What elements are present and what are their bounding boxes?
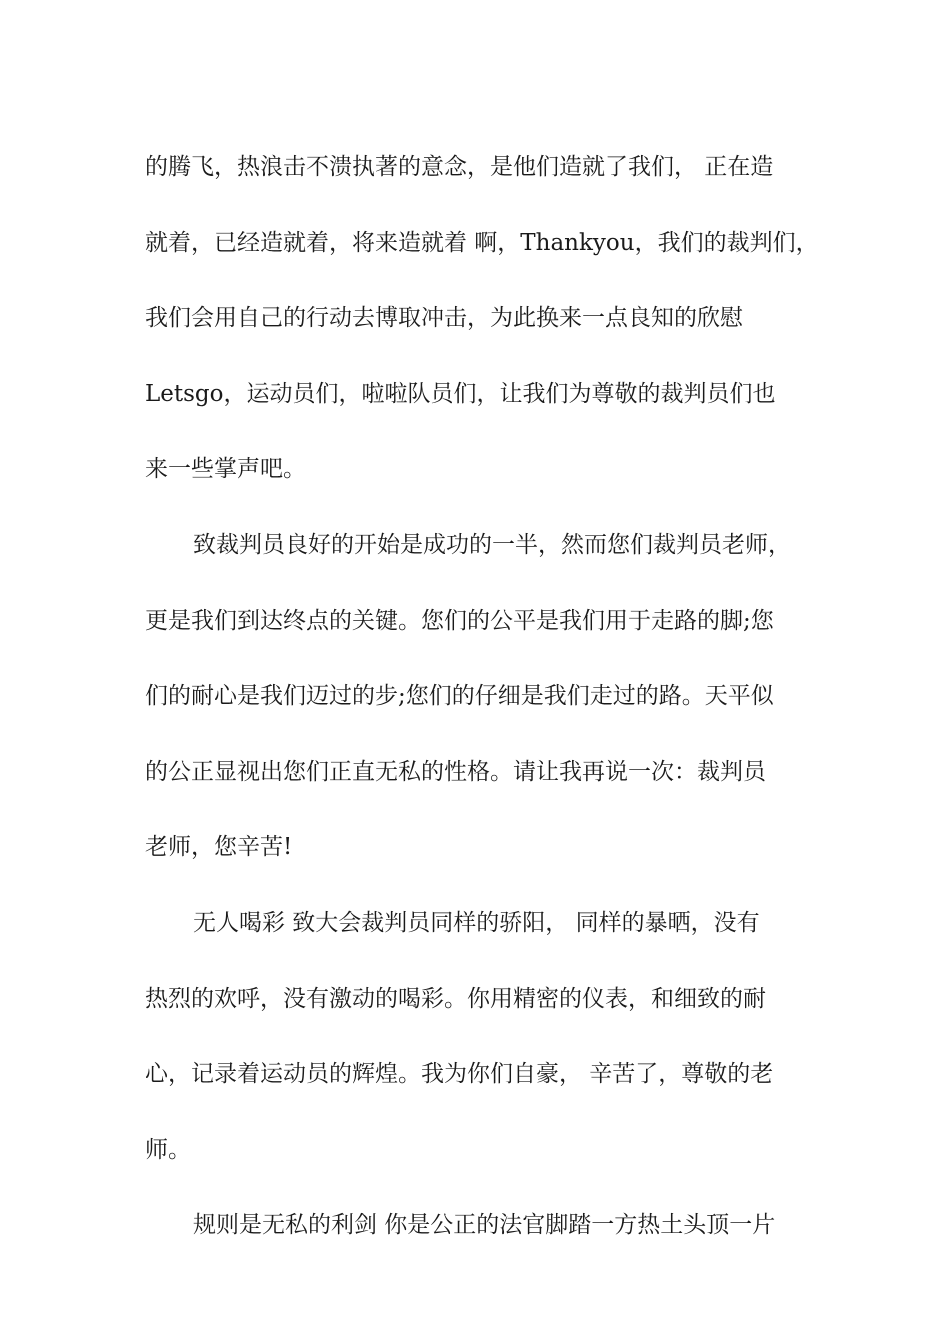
text-line: 就着，已经造就着，将来造就着 啊，Thankyou，我们的裁判们， — [145, 229, 819, 256]
paragraph-start-line: 无人喝彩 致大会裁判员同样的骄阳， 同样的暴晒，没有 — [193, 909, 760, 936]
text-line: 们的耐心是我们迈过的步;您们的仔细是我们走过的路。天平似 — [145, 683, 774, 710]
body-text — [145, 130, 835, 1264]
text-line: 的腾飞，热浪击不溃执著的意念，是他们造就了我们， 正在造 — [145, 154, 774, 180]
paragraph-start-line: 致裁判员良好的开始是成功的一半，然而您们裁判员老师， — [193, 531, 791, 558]
text-line: 师。 — [145, 1136, 191, 1163]
text-line: 更是我们到达终点的关键。您们的公平是我们用于走路的脚;您 — [145, 607, 774, 634]
text-line: 的公正显视出您们正直无私的性格。请让我再说一次：裁判员 — [145, 758, 766, 785]
text-line: Letsgo，运动员们，啦啦队员们，让我们为尊敬的裁判员们也 — [145, 380, 776, 407]
text-line: 心，记录着运动员的辉煌。我为你们自豪， 辛苦了，尊敬的老 — [145, 1061, 774, 1088]
text-line: 热烈的欢呼，没有激动的喝彩。你用精密的仪表，和细致的耐 — [145, 985, 766, 1012]
paragraph-start-line: 规则是无私的利剑 你是公正的法官脚踏一方热土头顶一片 — [193, 1212, 776, 1239]
text-line: 我们会用自己的行动去博取冲击，为此换来一点良知的欣慰 — [145, 305, 743, 332]
text-line: 来一些掌声吧。 — [145, 456, 306, 483]
text-line: 老师，您辛苦! — [145, 834, 293, 861]
